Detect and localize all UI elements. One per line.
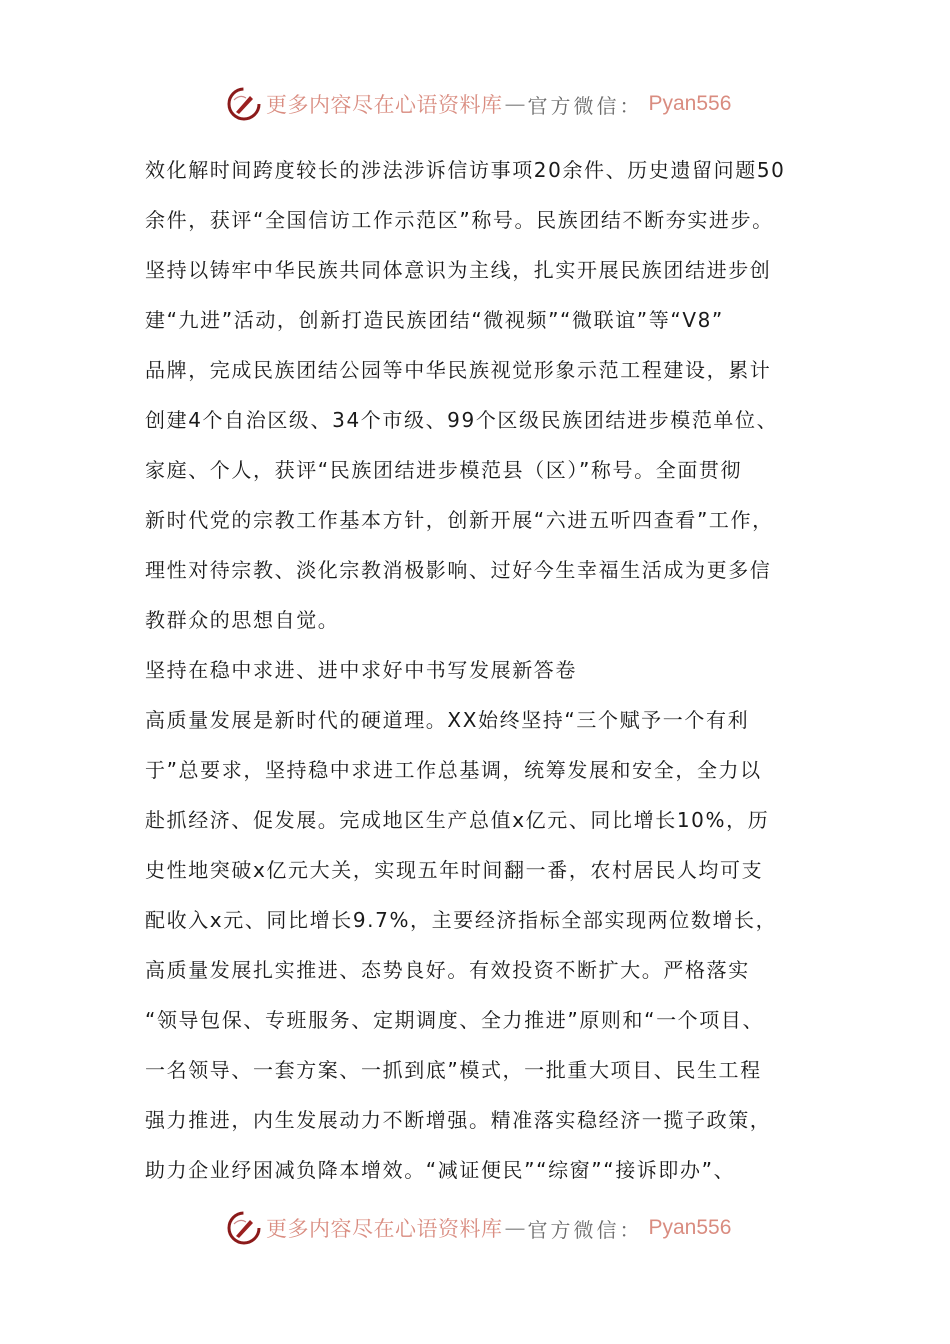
body-line: 赴抓经济、促发展。完成地区生产总值x亿元、同比增长10%，历 (145, 808, 770, 832)
section-heading: 坚持在稳中求进、进中求好中书写发展新答卷 (145, 658, 577, 682)
body-line: 理性对待宗教、淡化宗教消极影响、过好今生幸福生活成为更多信 (145, 558, 772, 582)
body-line: 助力企业纾困减负降本增效。“减证便民”“综窗”“接诉即办”、 (145, 1158, 736, 1182)
body-line: 创建4个自治区级、34个市级、99个区级民族团结进步模范单位、 (145, 408, 779, 432)
banner-wechat-id: Pyan556 (648, 92, 732, 115)
document-body (145, 148, 845, 1198)
body-line: 高质量发展扎实推进、态势良好。有效投资不断扩大。严格落实 (145, 958, 750, 982)
header-banner (226, 84, 731, 124)
banner-dash: — (504, 1216, 526, 1240)
body-line: 配收入x元、同比增长9.7%，主要经济指标全部实现两位数增长， (145, 908, 778, 932)
footer-banner (226, 1208, 731, 1248)
body-line: 效化解时间跨度较长的涉法涉诉信访事项20余件、历史遗留问题50 (145, 158, 786, 182)
body-line: “领导包保、专班服务、定期调度、全力推进”原则和“一个项目、 (145, 1008, 765, 1032)
banner-wechat-id: Pyan556 (648, 1216, 732, 1239)
banner-site-text: 更多内容尽在心语资料库 (266, 1217, 503, 1241)
body-line: 坚持以铸牢中华民族共同体意识为主线，扎实开展民族团结进步创 (145, 258, 772, 282)
body-line: 史性地突破x亿元大关，实现五年时间翻一番，农村居民人均可支 (145, 858, 764, 882)
banner-dash: — (504, 92, 526, 116)
body-line: 家庭、个人，获评“民族团结进步模范县（区）”称号。全面贯彻 (145, 458, 743, 482)
body-line: 强力推进，内生发展动力不断增强。精准落实稳经济一揽子政策， (145, 1108, 772, 1132)
body-line: 高质量发展是新时代的硬道理。XX始终坚持“三个赋予一个有利 (145, 708, 750, 732)
body-line: 品牌，完成民族团结公园等中华民族视觉形象示范工程建设，累计 (145, 358, 772, 382)
banner-wechat-label: 官方微信： (527, 93, 643, 118)
pen-nib-icon (226, 1210, 262, 1246)
banner-site-text: 更多内容尽在心语资料库 (266, 93, 503, 117)
body-line: 于”总要求，坚持稳中求进工作总基调，统筹发展和安全，全力以 (145, 758, 762, 782)
body-line: 余件，获评“全国信访工作示范区”称号。民族团结不断夯实进步。 (145, 208, 774, 232)
body-line: 建“九进”活动，创新打造民族团结“微视频”“微联谊”等“V8” (145, 308, 724, 332)
pen-nib-icon (226, 86, 262, 122)
banner-wechat-label: 官方微信： (527, 1217, 643, 1242)
body-line: 一名领导、一套方案、一抓到底”模式，一批重大项目、民生工程 (145, 1058, 762, 1082)
body-line: 教群众的思想自觉。 (145, 608, 340, 632)
body-line: 新时代党的宗教工作基本方针，创新开展“六进五听四查看”工作， (145, 508, 774, 532)
